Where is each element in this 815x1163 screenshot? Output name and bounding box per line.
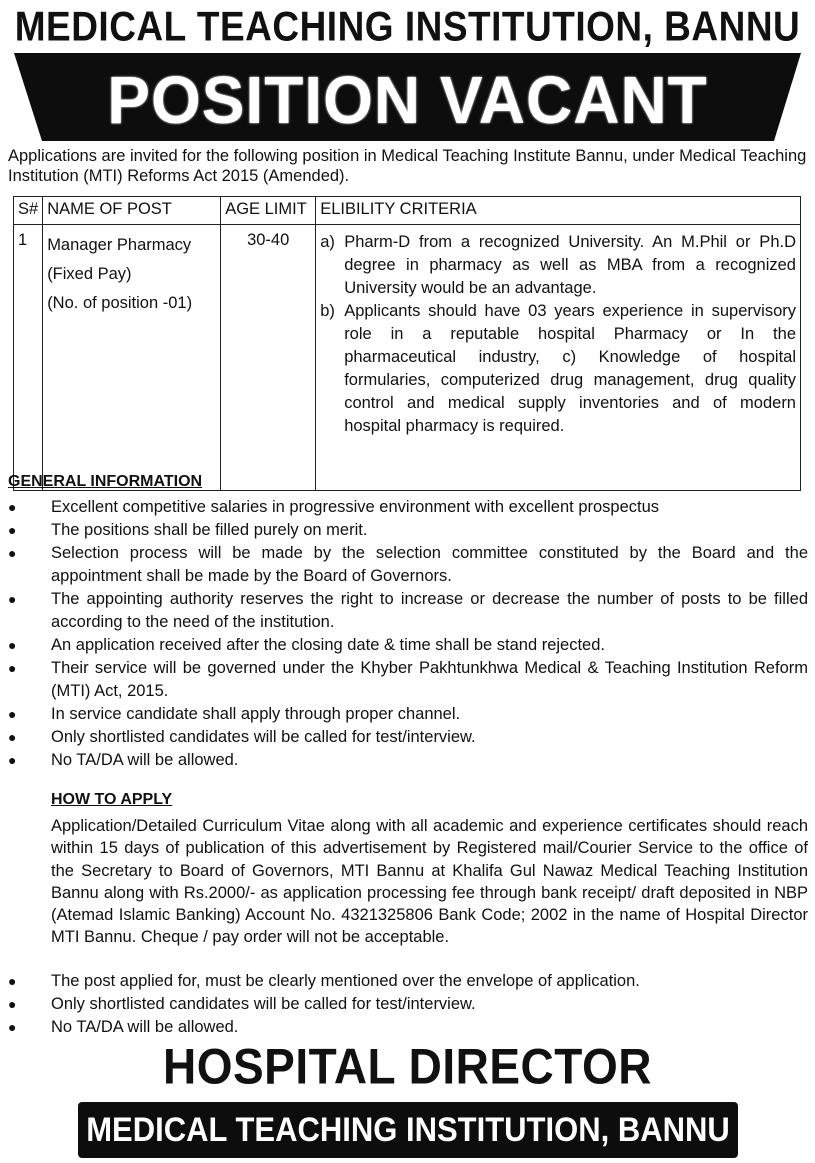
- table-header-row: [14, 197, 801, 225]
- bullet-icon: ●: [8, 752, 17, 768]
- banner-title: POSITION VACANT: [107, 62, 708, 138]
- bullet-icon: ●: [8, 996, 17, 1012]
- how-to-apply-text: Application/Detailed Curriculum Vitae along with all academic and experience certificates should reach within 15 days of publication of this advertisement by Registered mail/Courier Service to the office of the Secretary to Board of Governors, MTI Bannu at Khalifa Gul Nawaz Medical Teaching Institution Bannu along with Rs.2000/- as application processing fee through bank receipt/ draft deposited in NBP (Atemad Islamic Banking) Account No. 4321325806 Bank Code; 2002 in the name of Hospital Director MTI Bannu. Cheque / pay order will not be acceptable.: [51, 817, 808, 947]
- criteria-b-text: Applicants should have 03 years experience in supervisory role in a reputable hospital Pharmacy or In the pharmaceutical industry, c) Knowledge of hospital formularies, computerized drug management, drug quality control and medical supply inventories and of modern hospital pharmacy is required.: [344, 302, 796, 435]
- col-header-criteria: ELIBILITY CRITERIA: [316, 197, 801, 225]
- list-item: [8, 496, 808, 519]
- list-item-text: An application received after the closing date & time shall be stand rejected.: [51, 636, 605, 654]
- criteria-a-label: a): [320, 233, 335, 251]
- cell-sno: 1: [14, 225, 43, 491]
- intro-text: Applications are invited for the following position in Medical Teaching Institute Bannu, under Medical Teaching Institution (MTI) Reforms Act 2015 (Amended).: [8, 147, 807, 185]
- cell-criteria: [316, 225, 801, 491]
- col-header-sno: S#: [14, 197, 43, 225]
- institution-title: MEDICAL TEACHING INSTITUTION, BANNU: [14, 3, 801, 50]
- list-item: [8, 542, 808, 588]
- col-header-age: AGE LIMIT: [221, 197, 316, 225]
- list-item-text: Only shortlisted candidates will be called for test/interview.: [51, 995, 476, 1013]
- list-item-text: The positions shall be filled purely on merit.: [51, 521, 368, 539]
- list-item-text: In service candidate shall apply through proper channel.: [51, 705, 461, 723]
- list-item-text: Excellent competitive salaries in progressive environment with excellent prospectus: [51, 498, 660, 516]
- cell-age: 30-40: [221, 225, 316, 491]
- general-information-heading: GENERAL INFORMATION: [8, 473, 203, 490]
- footer-institution: MEDICAL TEACHING INSTITUTION, BANNU: [86, 1110, 730, 1149]
- list-item: [8, 519, 808, 542]
- bullet-icon: ●: [8, 706, 17, 722]
- bullet-icon: ●: [8, 637, 17, 653]
- criteria-b: [320, 300, 796, 438]
- table-row: [14, 225, 801, 491]
- criteria-a-text: Pharm-D from a recognized University. An M.Phil or Ph.D degree in pharmacy as well as MBA from a recognized University would be an advantage.: [344, 233, 796, 297]
- cell-post: [43, 225, 221, 491]
- post-name: Manager Pharmacy: [47, 236, 192, 254]
- list-item-text: No TA/DA will be allowed.: [51, 1018, 239, 1036]
- post-count: (No. of position -01): [47, 294, 193, 312]
- bullet-icon: ●: [8, 545, 17, 561]
- hospital-director-title: HOSPITAL DIRECTOR: [163, 1037, 652, 1095]
- bullet-icon: ●: [8, 729, 17, 745]
- positions-table: [13, 196, 801, 491]
- list-item: [8, 634, 808, 657]
- bullet-icon: ●: [8, 499, 17, 515]
- criteria-a: [320, 231, 796, 300]
- list-item: [8, 726, 808, 749]
- list-item-text: Selection process will be made by the selection committee constituted by the Board and the appointment shall be made by the Board of Governors.: [51, 544, 808, 585]
- list-item: [8, 703, 808, 726]
- how-to-apply-list: [8, 970, 808, 1039]
- bullet-icon: ●: [8, 522, 17, 538]
- how-to-apply-heading: HOW TO APPLY: [51, 791, 173, 808]
- list-item: [8, 970, 808, 993]
- col-header-post: NAME OF POST: [43, 197, 221, 225]
- criteria-b-label: b): [320, 302, 335, 320]
- list-item-text: The appointing authority reserves the right to increase or decrease the number of posts to be filled according to the need of the institution.: [51, 590, 808, 631]
- general-information-list: [8, 496, 808, 772]
- list-item-text: No TA/DA will be allowed.: [51, 751, 239, 769]
- list-item: [8, 993, 808, 1016]
- footer-banner: [78, 1102, 738, 1158]
- list-item-text: The post applied for, must be clearly mentioned over the envelope of application.: [51, 972, 640, 990]
- list-item: [8, 749, 808, 772]
- list-item: [8, 1016, 808, 1039]
- list-item: [8, 657, 808, 703]
- bullet-icon: ●: [8, 591, 17, 607]
- list-item-text: Only shortlisted candidates will be called for test/interview.: [51, 728, 476, 746]
- post-pay: (Fixed Pay): [47, 265, 132, 283]
- bullet-icon: ●: [8, 973, 17, 989]
- list-item: [8, 588, 808, 634]
- list-item-text: Their service will be governed under the Khyber Pakhtunkhwa Medical & Teaching Institution Reform (MTI) Act, 2015.: [51, 659, 808, 700]
- bullet-icon: ●: [8, 660, 17, 676]
- bullet-icon: ●: [8, 1019, 17, 1035]
- position-vacant-banner: [14, 53, 801, 141]
